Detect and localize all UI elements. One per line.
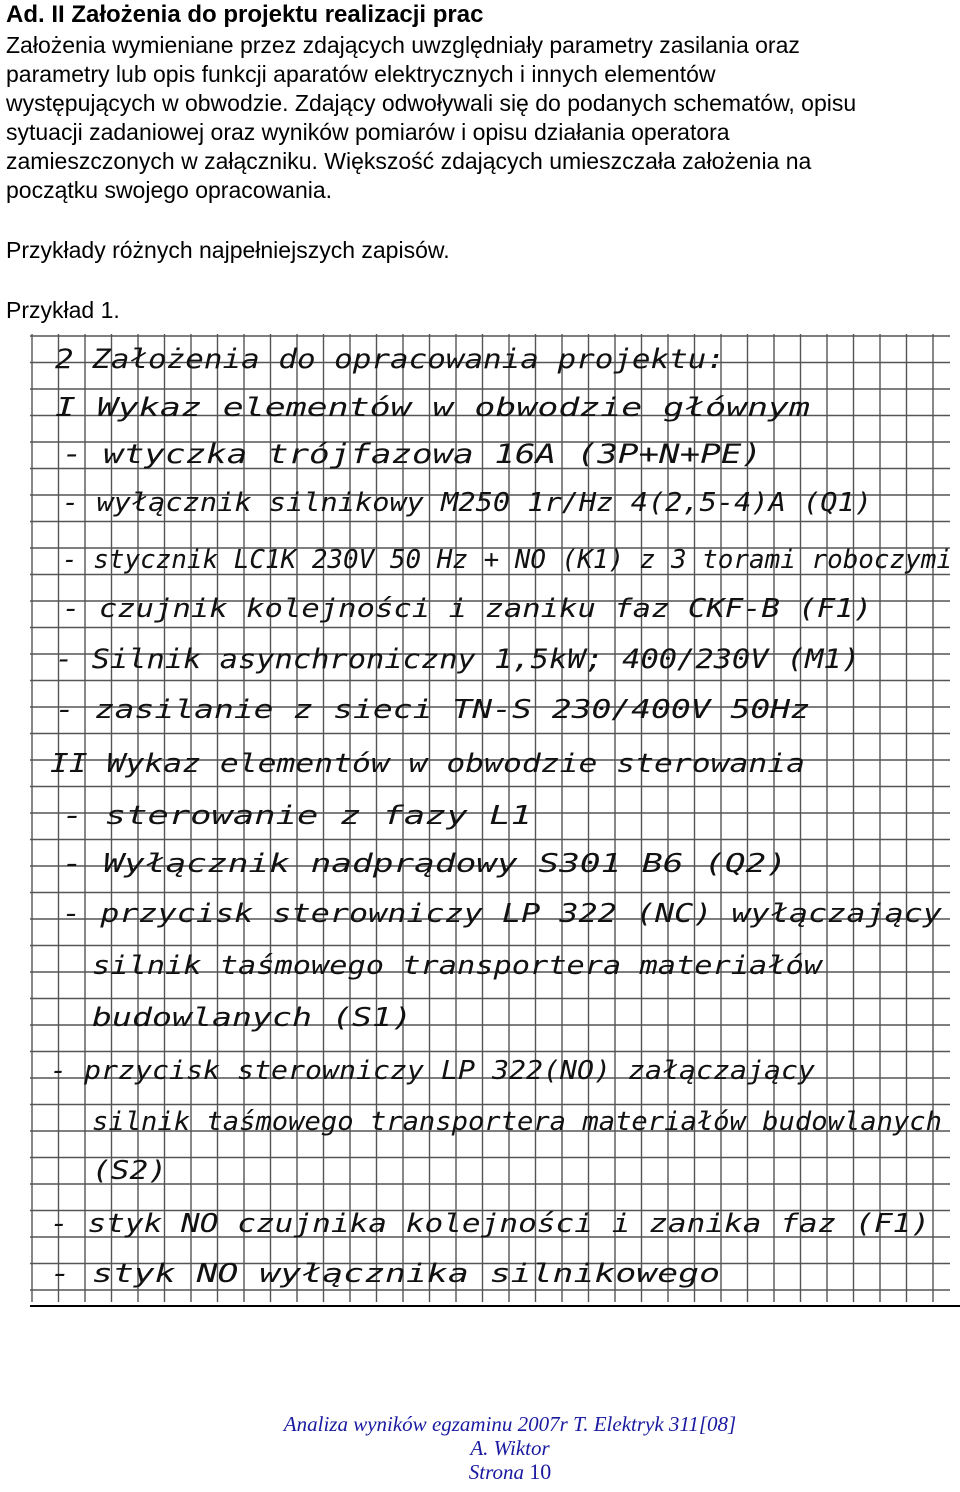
hw-line: - stycznik LC1K 230V 50 Hz + NO (K1) z 3 torami roboczymi: [62, 545, 952, 575]
footer-title: Analiza wyników egzaminu 2007r T. Elektryk 311[08]: [283, 1412, 737, 1436]
hw-line: 2 Założenia do opracowania projektu:: [55, 344, 725, 375]
footer-page-label: Strona: [468, 1460, 524, 1484]
hw-line: - styk NO czujnika kolejności i zanika faz (F1): [50, 1209, 931, 1239]
footer-page-number: 10: [529, 1459, 552, 1484]
hw-line: - przycisk sterowniczy LP 322 (NC) wyłączający: [62, 899, 943, 929]
hw-line: - styk NO wyłącznika silnikowego: [50, 1259, 720, 1289]
hw-line: budowlanych (S1): [92, 1003, 412, 1033]
hw-line: (S2): [92, 1156, 167, 1186]
page-footer: [0, 1412, 960, 1484]
hw-line: silnik taśmowego transportera materiałów budowlanych: [92, 1107, 942, 1137]
section-heading: Ad. II Założenia do projektu realizacji prac: [6, 1, 484, 28]
hw-line: II Wykaz elementów w obwodzie sterowania: [50, 749, 805, 779]
hw-line: silnik taśmowego transportera materiałów: [92, 951, 824, 981]
hw-line: - wyłącznik silnikowy M250 1r/Hz 4(2,5-4)A (Q1): [62, 488, 872, 518]
intro-paragraph: [6, 31, 956, 205]
footer-author: A. Wiktor: [470, 1436, 550, 1460]
examples-intro: Przykłady różnych najpełniejszych zapisów.: [6, 237, 450, 263]
hw-line: - wtyczka trójfazowa 16A (3P+N+PE): [62, 439, 762, 470]
graph-paper-sheet: [30, 334, 960, 1309]
paragraph-line: sytuacji zadaniowej oraz wyników pomiarów i opisu działania operatora: [6, 119, 730, 145]
paragraph-line: parametry lub opis funkcji aparatów elektrycznych i innych elementów: [6, 61, 716, 87]
hw-line: I Wykaz elementów w obwodzie głównym: [55, 393, 810, 423]
handwritten-text: [50, 344, 952, 1289]
hw-line: - sterowanie z fazy L1: [62, 801, 532, 831]
hw-line: - przycisk sterowniczy LP 322(NO) załączający: [50, 1056, 816, 1086]
paragraph-line: występujących w obwodzie. Zdający odwoływali się do podanych schematów, opisu: [6, 90, 857, 116]
paragraph-line: zamieszczonych w załączniku. Większość zdających umieszczała założenia na: [6, 148, 812, 174]
footer-page: [0, 1460, 960, 1484]
hw-line: - Silnik asynchroniczny 1,5kW; 400/230V (M1): [55, 644, 861, 675]
hw-line: - czujnik kolejności i zaniku faz CKF-B (F1): [62, 594, 872, 624]
handwritten-scan: [30, 334, 960, 1309]
hw-line: - Wyłącznik nadprądowy S301 B6 (Q2): [62, 849, 787, 879]
example-label: Przykład 1.: [6, 297, 120, 323]
hw-line: - zasilanie z sieci TN-S 230/400V 50Hz: [55, 695, 810, 725]
paragraph-line: początku swojego opracowania.: [6, 177, 333, 203]
paragraph-line: Założenia wymieniane przez zdających uwzględniały parametry zasilania oraz: [6, 32, 800, 58]
